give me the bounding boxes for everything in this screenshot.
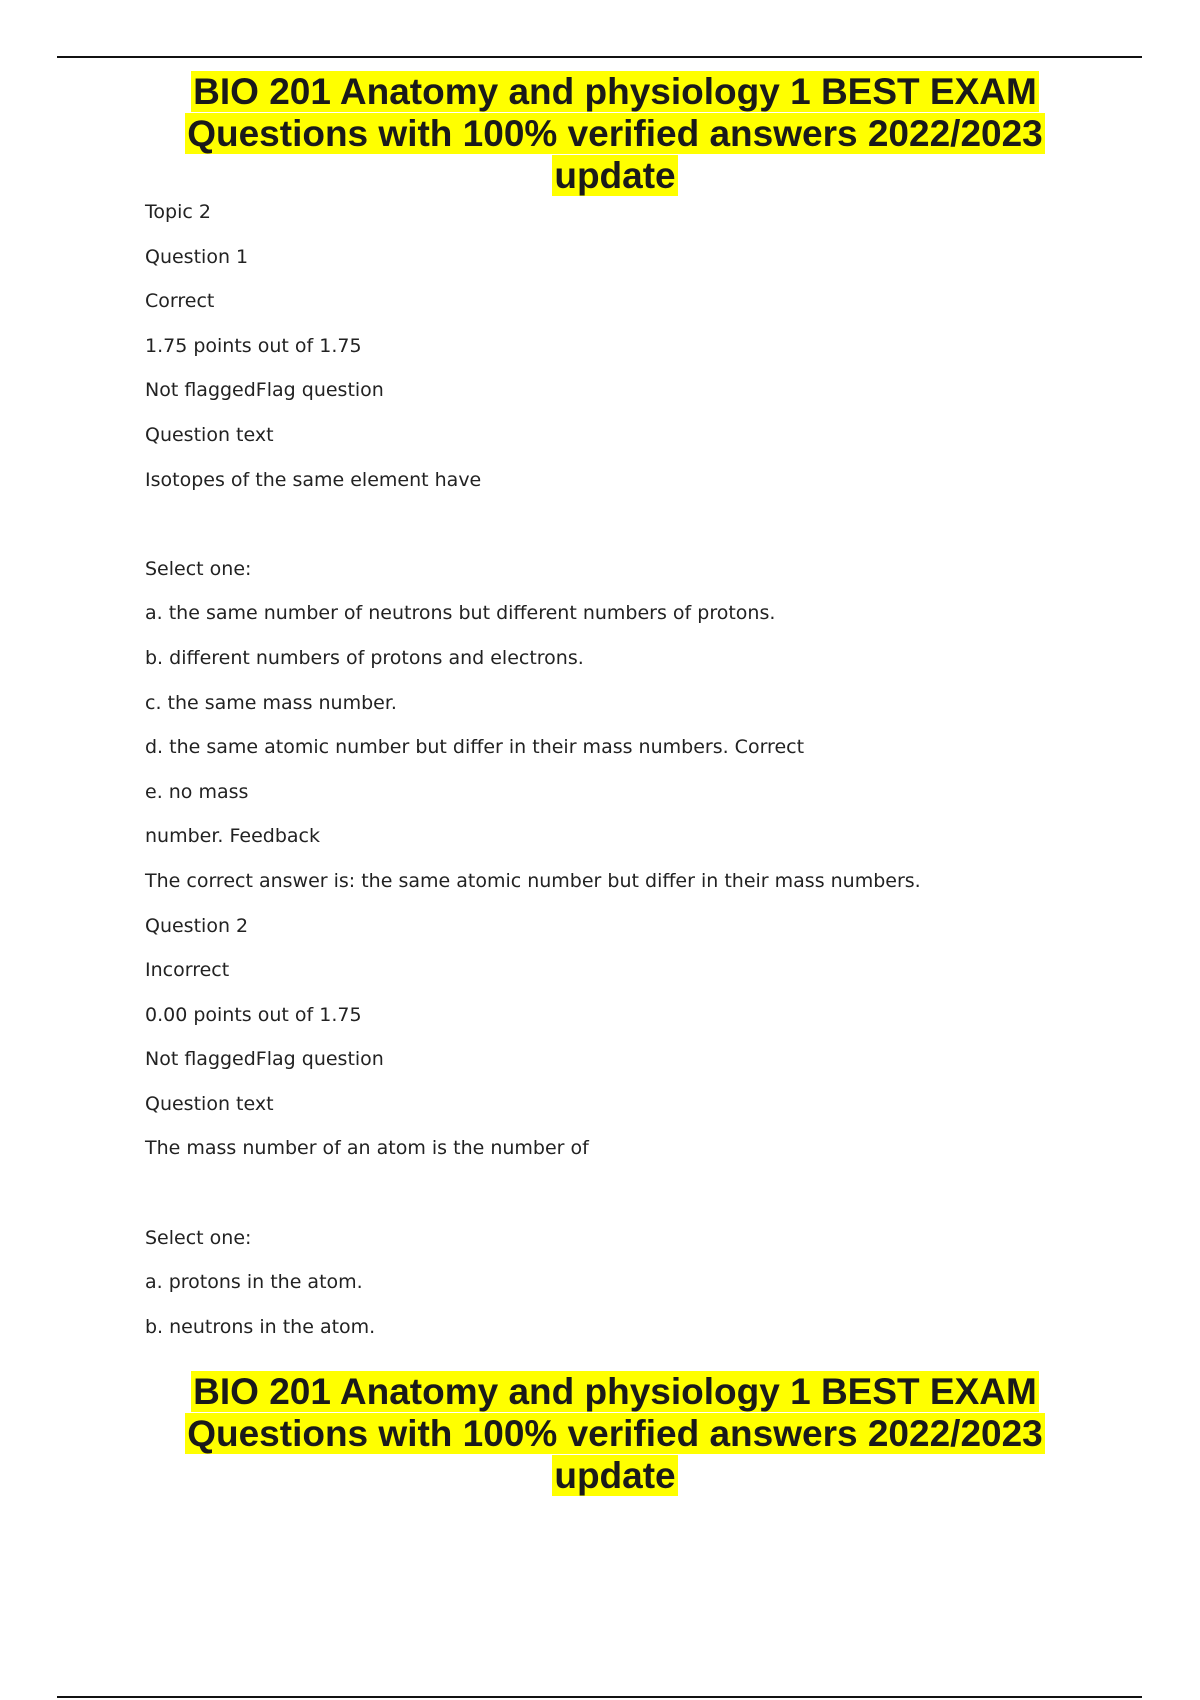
blank-line (145, 512, 1145, 536)
answer-option: e. no mass (145, 780, 249, 803)
question-prompt: The mass number of an atom is the number of (145, 1137, 589, 1160)
title-line: BIO 201 Anatomy and physiology 1 BEST EXAM (193, 71, 1037, 112)
bottom-rule (57, 1696, 1142, 1698)
question-text-label: Question text (145, 1092, 274, 1115)
answer-option: b. different numbers of protons and electrons. (145, 646, 584, 669)
select-one-label: Select one: (145, 1226, 252, 1249)
answer-option: d. the same atomic number but differ in their mass numbers. Correct (145, 736, 805, 759)
answer-option: b. neutrons in the atom. (145, 1315, 376, 1338)
answer-option-continued: number. Feedback (145, 825, 320, 848)
title-line: Questions with 100% verified answers 2022/2023 (187, 113, 1043, 154)
question-prompt: Isotopes of the same element have (145, 468, 482, 491)
question-text-label: Question text (145, 423, 274, 446)
footer-title (0, 1371, 1200, 1497)
title-line: update (554, 1455, 676, 1496)
title-line: update (554, 155, 676, 196)
document-body (145, 200, 1145, 1359)
answer-option: c. the same mass number. (145, 691, 397, 714)
select-one-label: Select one: (145, 557, 252, 580)
flag-question-text: Not flaggedFlag question (145, 1048, 384, 1071)
title-line: BIO 201 Anatomy and physiology 1 BEST EXAM (193, 1371, 1037, 1412)
document-title (0, 71, 1200, 197)
flag-question-text: Not flaggedFlag question (145, 379, 384, 402)
question-status: Correct (145, 290, 215, 313)
question-points: 0.00 points out of 1.75 (145, 1003, 362, 1026)
answer-option: a. protons in the atom. (145, 1271, 363, 1294)
top-rule (57, 56, 1142, 58)
question-points: 1.75 points out of 1.75 (145, 334, 362, 357)
correct-answer-feedback: The correct answer is: the same atomic number but differ in their mass numbers. (145, 869, 921, 892)
answer-option: a. the same number of neutrons but different numbers of protons. (145, 602, 776, 625)
question-number: Question 2 (145, 914, 249, 937)
blank-line (145, 1181, 1145, 1205)
question-number: Question 1 (145, 245, 249, 268)
topic-label: Topic 2 (145, 201, 211, 223)
title-line: Questions with 100% verified answers 2022/2023 (187, 1413, 1043, 1454)
question-status: Incorrect (145, 959, 230, 982)
